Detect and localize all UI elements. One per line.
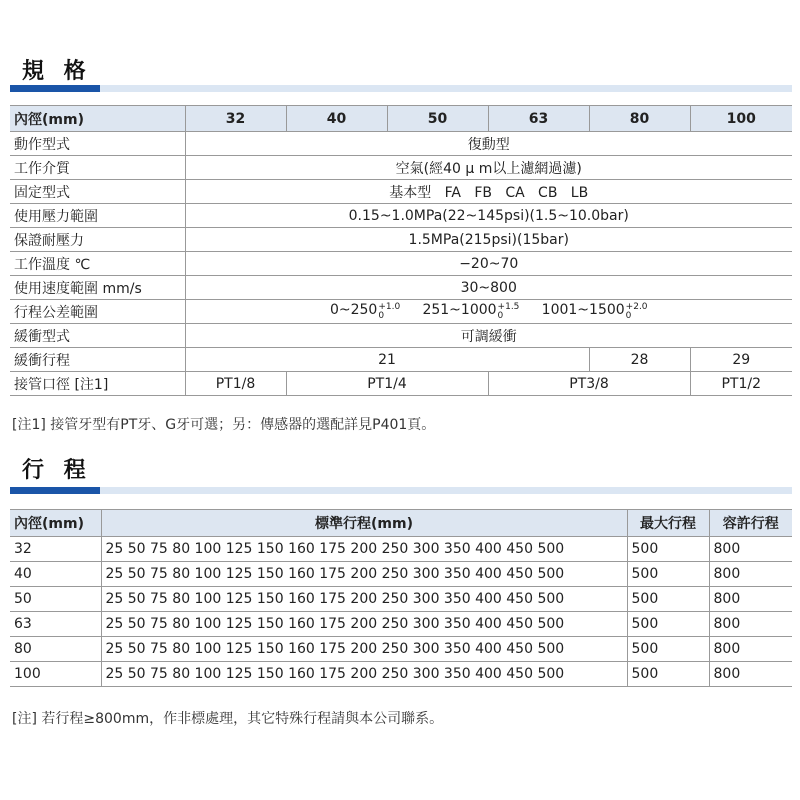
- spec-row: [10, 324, 792, 348]
- spec-row-label: 緩衝型式: [10, 324, 185, 348]
- port-value: PT3/8: [488, 372, 690, 396]
- tolerance-values: [185, 300, 792, 324]
- spec-row-value: −20~70: [185, 252, 792, 276]
- tolerance-minus: 0: [625, 311, 632, 321]
- cushion-stroke-value: 21: [185, 348, 589, 372]
- stroke-header-bore: 內徑(mm): [10, 510, 101, 537]
- stroke-max: 500: [627, 637, 709, 662]
- tolerance-plus: +1.0: [378, 302, 401, 312]
- stroke-bore: 32: [10, 537, 101, 562]
- spec-row: [10, 348, 792, 372]
- spec-row-label: 固定型式: [10, 180, 185, 204]
- stroke-max: 500: [627, 537, 709, 562]
- spec-row: [10, 132, 792, 156]
- stroke-standard: 25 50 75 80 100 125 150 160 175 200 250 300 350 400 450 500: [101, 587, 627, 612]
- tolerance-plus: +1.5: [497, 302, 520, 312]
- spec-row: [10, 204, 792, 228]
- stroke-max: 500: [627, 562, 709, 587]
- spec-row: [10, 372, 792, 396]
- spec-header-bore: 100: [690, 106, 792, 132]
- spec-row-value: 空氣(經40 μ m以上濾網過濾): [185, 156, 792, 180]
- stroke-bore: 80: [10, 637, 101, 662]
- spec-row-label: 使用壓力範圍: [10, 204, 185, 228]
- spec-header-row: [10, 106, 792, 132]
- stroke-header-row: [10, 510, 792, 537]
- tolerance-plus: +2.0: [625, 302, 648, 312]
- spec-header-bore: 32: [185, 106, 286, 132]
- stroke-standard: 25 50 75 80 100 125 150 160 175 200 250 300 350 400 450 500: [101, 562, 627, 587]
- stroke-row: [10, 637, 792, 662]
- stroke-row: [10, 662, 792, 687]
- tolerance-limits: [498, 303, 520, 321]
- stroke-allow: 800: [709, 612, 792, 637]
- tolerance-range: 0~250: [329, 302, 378, 318]
- spec-row: [10, 180, 792, 204]
- spec-row-label: 行程公差範圍: [10, 300, 185, 324]
- spec-row-value: 可調緩衝: [185, 324, 792, 348]
- cushion-stroke-value: 28: [589, 348, 690, 372]
- spec-row-value: 0.15~1.0MPa(22~145psi)(1.5~10.0bar): [185, 204, 792, 228]
- tolerance-minus: 0: [378, 311, 385, 321]
- stroke-max: 500: [627, 662, 709, 687]
- spec-row-value: 基本型 FA FB CA CB LB: [185, 180, 792, 204]
- stroke-allow: 800: [709, 637, 792, 662]
- spec-note: [注1] 接管牙型有PT牙、G牙可選；另：傳感器的選配詳見P401頁。: [12, 417, 436, 433]
- port-value: PT1/4: [286, 372, 488, 396]
- spec-title-bar: [10, 85, 792, 92]
- stroke-bore: 63: [10, 612, 101, 637]
- stroke-allow: 800: [709, 562, 792, 587]
- stroke-header-standard: 標準行程(mm): [101, 510, 627, 537]
- stroke-bore: 100: [10, 662, 101, 687]
- stroke-bore: 50: [10, 587, 101, 612]
- stroke-note: [注] 若行程≥800mm，作非標處理，其它特殊行程請與本公司聯系。: [12, 711, 444, 727]
- stroke-allow: 800: [709, 537, 792, 562]
- cushion-stroke-value: 29: [690, 348, 792, 372]
- spec-row-label: 緩衝行程: [10, 348, 185, 372]
- spec-row: [10, 276, 792, 300]
- spec-row-label: 工作介質: [10, 156, 185, 180]
- spec-header-label: 內徑(mm): [10, 106, 185, 132]
- spec-row-label: 接管口徑 [注1]: [10, 372, 185, 396]
- stroke-allow: 800: [709, 587, 792, 612]
- stroke-row: [10, 587, 792, 612]
- tolerance-range: 1001~1500: [541, 302, 625, 318]
- stroke-bore: 40: [10, 562, 101, 587]
- stroke-standard: 25 50 75 80 100 125 150 160 175 200 250 300 350 400 450 500: [101, 662, 627, 687]
- spec-row-label: 保證耐壓力: [10, 228, 185, 252]
- spec-row-label: 工作溫度 ℃: [10, 252, 185, 276]
- stroke-allow: 800: [709, 662, 792, 687]
- spec-table: [10, 105, 792, 396]
- tolerance-minus: 0: [497, 311, 504, 321]
- stroke-max: 500: [627, 612, 709, 637]
- spec-row-label: 使用速度範圍 mm/s: [10, 276, 185, 300]
- spec-header-bore: 50: [387, 106, 488, 132]
- stroke-title-bar: [10, 487, 792, 494]
- tolerance-limits: [378, 303, 400, 321]
- spec-row-value: 1.5MPa(215psi)(15bar): [185, 228, 792, 252]
- stroke-row: [10, 562, 792, 587]
- stroke-max: 500: [627, 587, 709, 612]
- port-value: PT1/8: [185, 372, 286, 396]
- tolerance-range: 251~1000: [422, 302, 497, 318]
- spec-row-value: 復動型: [185, 132, 792, 156]
- stroke-row: [10, 537, 792, 562]
- spec-header-bore: 63: [488, 106, 589, 132]
- spec-section-title: 規 格: [22, 59, 92, 84]
- stroke-standard: 25 50 75 80 100 125 150 160 175 200 250 300 350 400 450 500: [101, 637, 627, 662]
- spec-header-bore: 80: [589, 106, 690, 132]
- spec-row-value: 30~800: [185, 276, 792, 300]
- stroke-section-title: 行 程: [22, 458, 92, 483]
- spec-row: [10, 156, 792, 180]
- spec-row-tolerance: [10, 300, 792, 324]
- spec-row: [10, 252, 792, 276]
- stroke-row: [10, 612, 792, 637]
- tolerance-limits: [626, 303, 648, 321]
- stroke-header-max: 最大行程: [627, 510, 709, 537]
- stroke-standard: 25 50 75 80 100 125 150 160 175 200 250 300 350 400 450 500: [101, 612, 627, 637]
- stroke-table: [10, 509, 792, 687]
- spec-header-bore: 40: [286, 106, 387, 132]
- spec-row: [10, 228, 792, 252]
- stroke-standard: 25 50 75 80 100 125 150 160 175 200 250 300 350 400 450 500: [101, 537, 627, 562]
- port-value: PT1/2: [690, 372, 792, 396]
- spec-row-label: 動作型式: [10, 132, 185, 156]
- stroke-header-allow: 容許行程: [709, 510, 792, 537]
